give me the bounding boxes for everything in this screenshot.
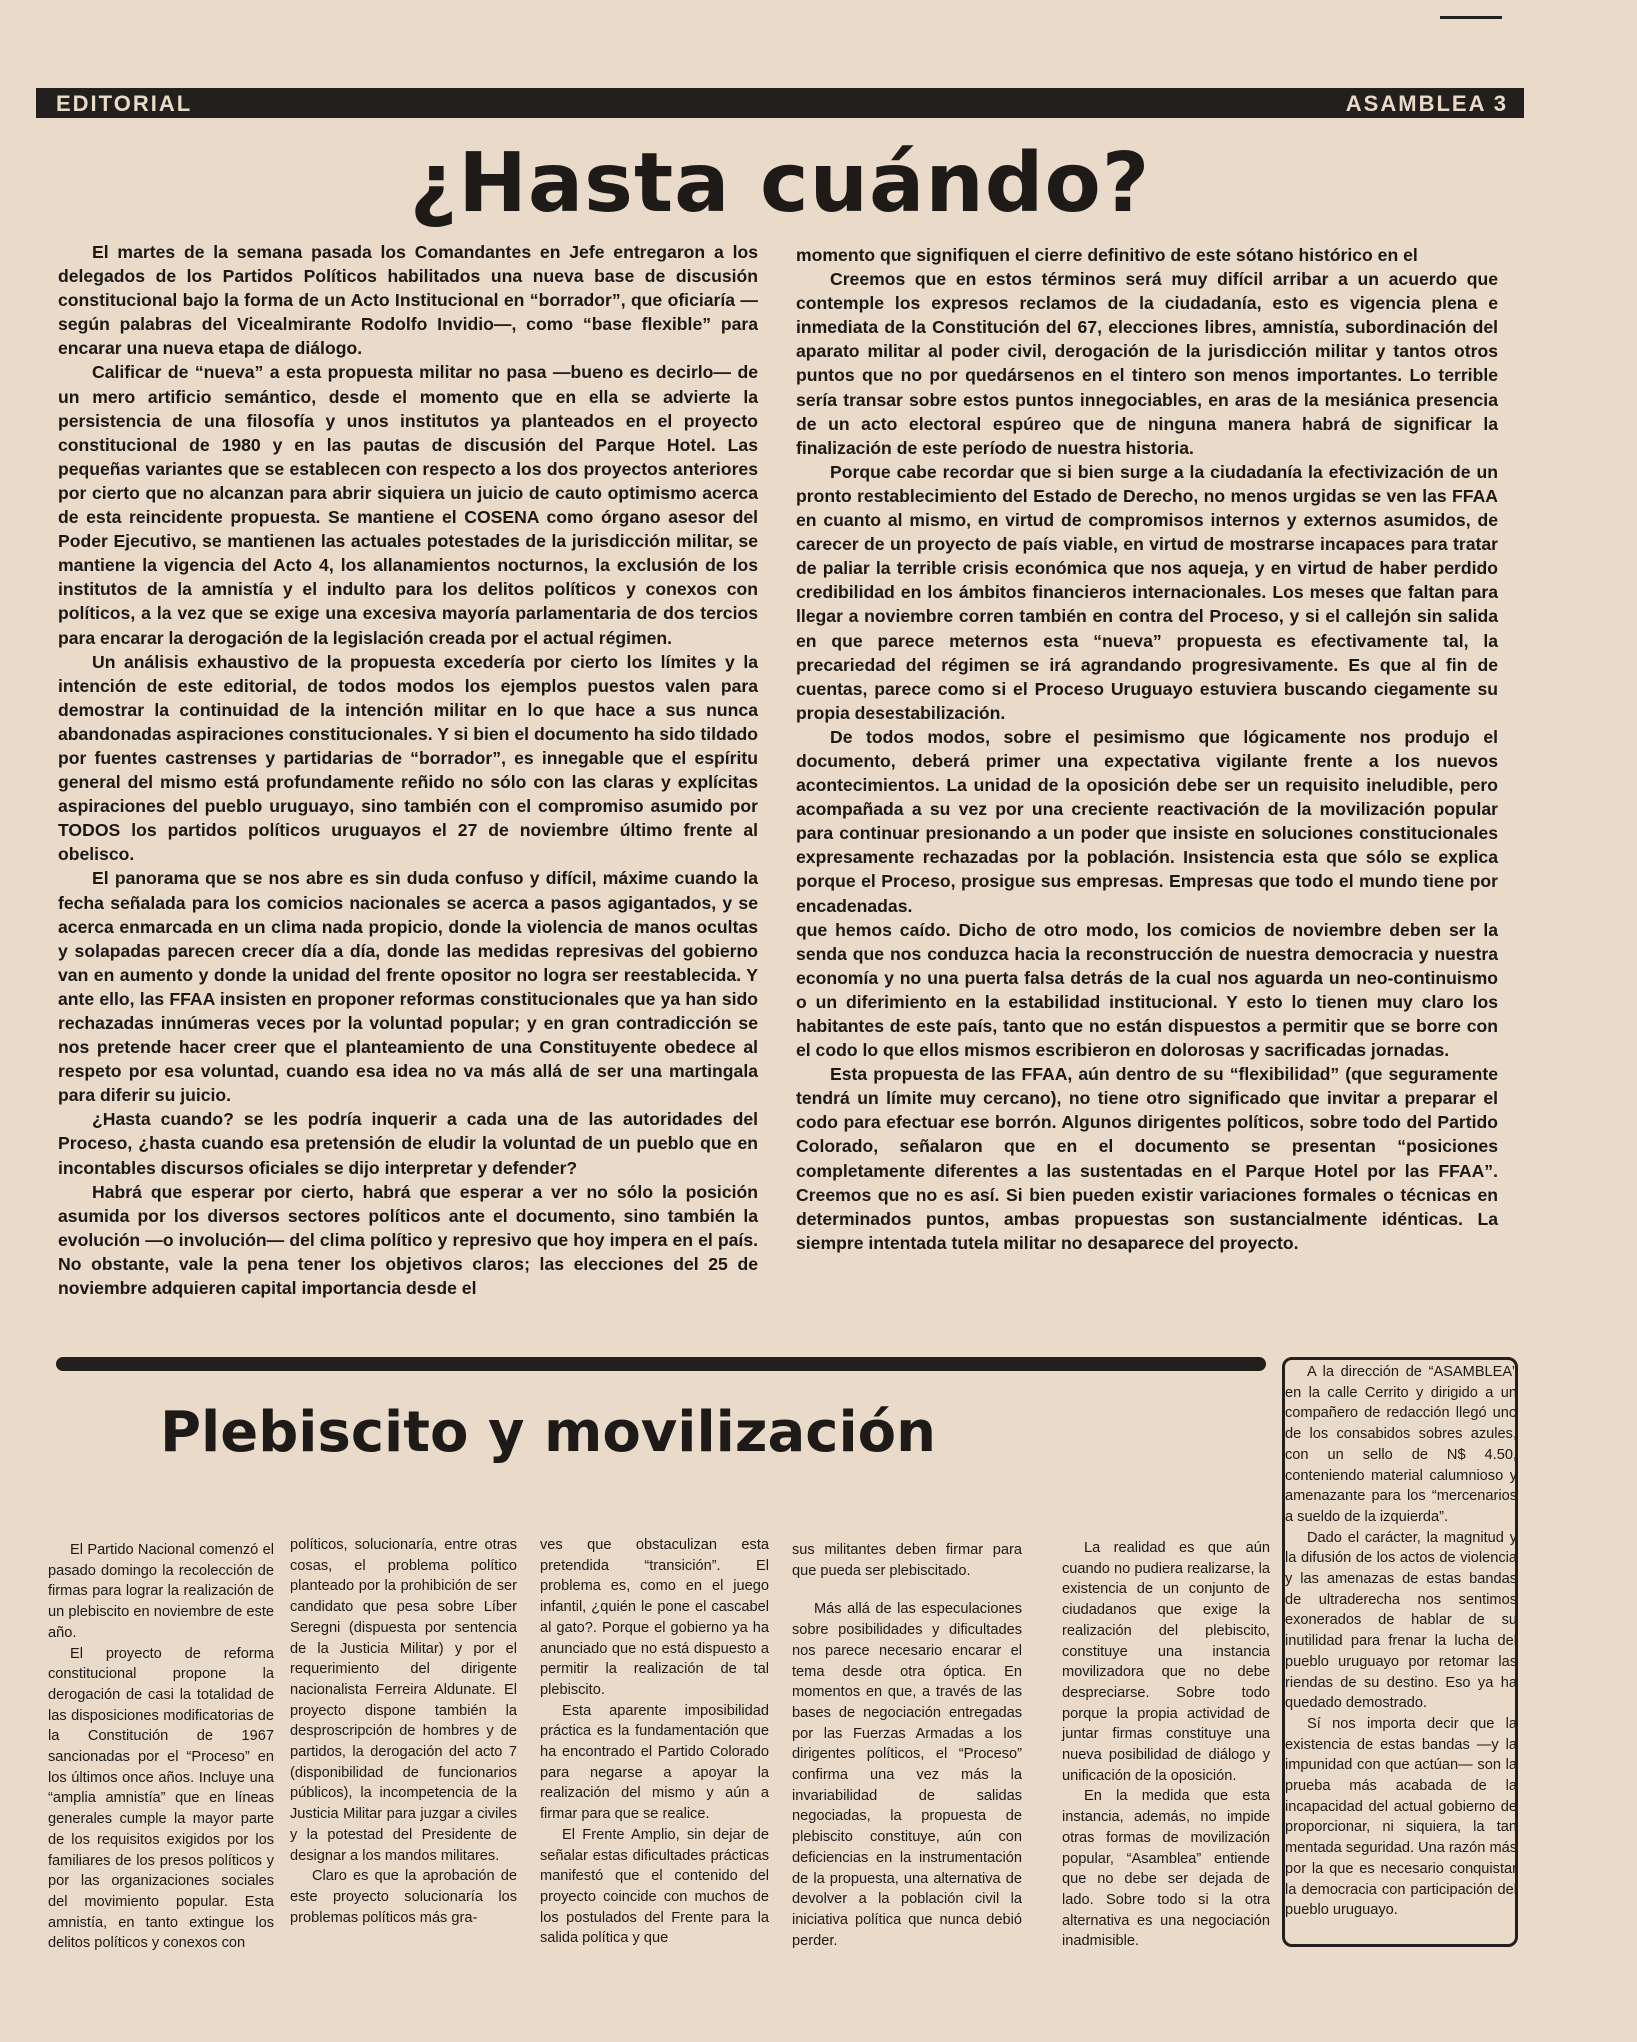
sidebar-paragraph: Sí nos importa decir que la existencia de estas bandas —y la impunidad con que actúan— son la prueba más acabada de la incapacidad del actual gobierno de proporcionar, ni siquiera, la tan mentada seguridad. Una razón más por la que es necesario conquistar la democracia con participación del pueblo uruguayo. bbox=[1285, 1715, 1518, 1919]
plebiscito-column-3 bbox=[540, 1535, 769, 1949]
article-paragraph: políticos, solucionaría, entre otras cosas, el problema político planteado por la prohibición de ser candidato que pesa sobre Líber Seregni (dispuesta por sentencia de la Justicia Militar) y por el requerimiento del dirigente nacionalista Ferreira Aldunate. El proyecto dispone también la desproscripción de hombres y de partidos, la derogación del acto 7 (disponibilidad de funcionarios públicos), la incompetencia de la Justicia Militar para juzgar a civiles y la potestad del Presidente de designar a los mandos militares. bbox=[290, 1537, 517, 1864]
section-divider bbox=[56, 1357, 1266, 1371]
plebiscito-headline: Plebiscito y movilización bbox=[160, 1400, 936, 1465]
section-header-bar bbox=[36, 88, 1524, 118]
article-paragraph: El Frente Amplio, sin dejar de señalar estas dificultades prácticas manifestó que el contenido del proyecto coincide con muchos de los postulados del Frente para la salida política y que bbox=[540, 1826, 769, 1947]
article-paragraph: En la medida que esta instancia, además, no impide otras formas de movilización popular, “Asamblea” entiende que no debe ser dejada de lado. Sobre todo si la otra alternativa es una negociación inadmisible. bbox=[1062, 1788, 1270, 1950]
plebiscito-column-1 bbox=[48, 1540, 274, 1954]
editorial-paragraph: Calificar de “nueva” a esta propuesta militar no pasa —bueno es decirlo— de un mero artificio semántico, desde el momento que en ella se advierte la persistencia de una filosofía y unos institutos ya planteados en el proyecto constitucional de 1980 y en las pautas de discusión del Parque Hotel. Las pequeñas variantes que se establecen con respecto a los dos proyectos anteriores por cierto que no alcanzan para abrir siquiera un juicio de cauto optimismo acerca de esta reincidente propuesta. Se mantiene el COSENA como órgano asesor del Poder Ejecutivo, se mantienen las actuales potestades de la jurisdicción militar, se mantiene la vigencia del Acto 4, los allanamientos nocturnos, la exclusión de los institutos de la amnistía y el indulto para los delitos políticos y conexos con políticos, a la vez que se exige una excesiva mayoría parlamentaria de dos tercios para encarar la derogación de la legislación creada por el actual régimen. bbox=[58, 362, 758, 648]
editorial-paragraph: Porque cabe recordar que si bien surge a la ciudadanía la efectivización de un pronto restablecimiento del Estado de Derecho, no menos urgidas se ven las FFAA en cuanto al mismo, en virtud de compromisos internos y externos asumidos, de carecer de un proyecto de país viable, en virtud de mostrarse incapaces para tratar de paliar la terrible crisis económica que nos aqueja, y en virtud de haber perdido credibilidad en los ámbitos financieros internacionales. Los meses que faltan para llegar a noviembre corren también en contra del Proceso, y si el callejón sin salida en que parece meternos esta “nueva” propuesta es efectivamente tal, la precariedad del régimen se irá agrandando progresivamente. Es que al fin de cuentas, parece como si el Proceso Uruguayo estuviera buscando ciegamente su propia desestabilización. bbox=[796, 461, 1498, 723]
article-paragraph: Claro es que la aprobación de este proyecto solucionaría los problemas políticos más gra- bbox=[290, 1868, 517, 1926]
plebiscito-column-4 bbox=[792, 1540, 1022, 1951]
editorial-paragraph: Creemos que en estos términos será muy difícil arribar a un acuerdo que contemple los expresos reclamos de la ciudadanía, esto es vigencia plena e inmediata de la Constitución del 67, elecciones libres, amnistía, subordinación del aparato militar al poder civil, derogación de la jurisdicción militar y tantos otros puntos que no por quedársenos en el tintero son menos importantes. Lo terrible sería transar sobre estos puntos innegociables, en aras de la mesiánica presencia de un acto electoral espúreo que de ninguna manera habrá de significar la finalización de este período de nuestra historia. bbox=[796, 269, 1498, 458]
article-paragraph: Más allá de las especulaciones sobre posibilidades y dificultades nos parece necesario encarar el tema desde otra óptica. En momentos en que, a través de las bases de negociación entregadas por las Fuerzas Armadas a los dirigentes políticos, el “Proceso” confirma una vez más la invariabilidad de salidas negociadas, la propuesta de plebiscito constituye, aún con deficiencias en la instrumentación de la propuesta, una alternativa de devolver a la población civil la iniciativa política que nunca debió perder. bbox=[792, 1601, 1022, 1949]
article-paragraph: El Partido Nacional comenzó el pasado domingo la recolección de firmas para lograr la realización de un plebiscito en noviembre de este año. bbox=[48, 1542, 274, 1641]
editorial-column-2 bbox=[796, 243, 1498, 1255]
editorial-paragraph: El martes de la semana pasada los Comandantes en Jefe entregaron a los delegados de los Partidos Políticos habilitados una nueva base de discusión constitucional bajo la forma de un Acto Institucional en “borrador”, que oficiaría —según palabras del Vicealmirante Rodolfo Invidio—, como “base flexible” para encarar una nueva etapa de diálogo. bbox=[58, 242, 758, 359]
editorial-paragraph: ¿Hasta cuando? se les podría inquerir a cada una de las autoridades del Proceso, ¿hasta cuando esa pretensión de eludir la voluntad de un pueblo que en incontables discursos oficiales se dijo interpretar y defender? bbox=[58, 1109, 758, 1178]
article-paragraph: Esta aparente imposibilidad práctica es la fundamentación que ha encontrado el Partido Colorado para negarse a apoyar la realización del mismo y aún a firmar para que se realice. bbox=[540, 1702, 769, 1823]
sidebar-paragraph: A la dirección de “ASAMBLEA” en la calle Cerrito y dirigido a un compañero de redacción llegó uno de los consabidos sobres azules, con un sello de N$ 4.50, conteniendo material calumnioso y amenazante para los “mercenarios a sueldo de la izquierda”. bbox=[1285, 1364, 1517, 1525]
editorial-column-1 bbox=[58, 240, 758, 1300]
article-paragraph: El proyecto de reforma constitucional propone la derogación de casi la totalidad de las disposiciones modificatorias de la Constitución de 1967 sancionadas por el “Proceso” en los últimos once años. Incluye una “amplia amnistía” que en líneas generales cumple la mayor parte de los requisitos exigidos por los familiares de los presos políticos y por las organizaciones sociales del movimiento popular. Esta amnistía, en tanto extingue los delitos políticos y conexos con bbox=[48, 1645, 274, 1952]
editorial-paragraph: El panorama que se nos abre es sin duda confuso y difícil, máxime cuando la fecha señalada para los comicios nacionales se acerca a pasos agigantados, y se acerca enmarcada en un clima nada propicio, donde la violencia de manos ocultas y solapadas parecen crecer día a día, donde las medidas represivas del gobierno van en aumento y donde la unidad del frente opositor no logra ser reestablecida. Y ante ello, las FFAA insisten en proponer reformas constitucionales que ya han sido rechazadas innúmeras veces por la voluntad popular; y en gran contradicción se nos pretende hacer creer que el planteamiento de una Constituyente obedece al respeto por esa voluntad, cuando esa idea no va más allá de ser una martingala para diferir su juicio. bbox=[58, 868, 758, 1106]
article-paragraph: La realidad es que aún cuando no pudiera realizarse, la existencia de un conjunto de ciudadanos que exige la realización del plebiscito, constituye una instancia movilizadora que no debe despreciarse. Sobre todo porque la propia actividad de juntar firmas constituye una nueva posibilidad de diálogo y unificación de la oposición. bbox=[1062, 1540, 1270, 1784]
article-paragraph: sus militantes deben firmar para que pueda ser plebiscitado. bbox=[792, 1542, 1022, 1579]
article-paragraph: ves que obstaculizan esta pretendida “transición”. El problema es, como en el juego infantil, ¿quién le pone el cascabel al gato?. Porque el gobierno ya ha anunciado que no está dispuesto a permitir la realización de tal plebiscito. bbox=[540, 1537, 769, 1698]
section-label: EDITORIAL bbox=[56, 91, 193, 116]
editorial-paragraph: momento que signifiquen el cierre definitivo de este sótano histórico en el bbox=[796, 245, 1418, 265]
editorial-headline: ¿Hasta cuándo? bbox=[409, 136, 1151, 231]
sidebar-box-text bbox=[1285, 1362, 1517, 1921]
editorial-paragraph: que hemos caído. Dicho de otro modo, los comicios de noviembre deben ser la senda que nos conduzca hacia la reconstrucción de nuestra democracia y nuestra economía y no una puerta falsa detrás de la cual nos aguarda un neo-continuismo o un diferimiento en la estabilidad institucional. Y esto lo tienen muy claro los habitantes de este país, tanto que no están dispuestos a permitir que se borre con el codo lo que ellos mismos escribieron en dolorosas y sacrificadas jornadas. bbox=[796, 919, 1498, 1061]
sidebar-paragraph: Dado el carácter, la magnitud y la difusión de los actos de violencia y las amenazas de estas bandas de ultraderecha nos sentimos exonerados de hablar de su inutilidad para frenar la lucha del pueblo uruguayo por retomar las riendas de su destino. Eso ya ha quedado demostrado. bbox=[1285, 1529, 1517, 1712]
editorial-paragraph: Habrá que esperar por cierto, habrá que esperar a ver no sólo la posición asumida por los diversos sectores políticos ante el documento, sino también la evolución —o involución— del clima político y represivo que hoy impera en el país. No obstante, vale la pena tener los objetivos claros; las elecciones del 25 de noviembre adquieren capital importancia desde el bbox=[58, 1181, 758, 1299]
plebiscito-column-5 bbox=[1062, 1538, 1270, 1952]
page-label: ASAMBLEA 3 bbox=[1345, 91, 1508, 116]
corner-rule bbox=[1440, 16, 1502, 19]
editorial-paragraph: De todos modos, sobre el pesimismo que lógicamente nos produjo el documento, deberá primer una expectativa vigilante frente a los nuevos acontecimientos. La unidad de la oposición debe ser un requisito ineludible, pero acompañada a su vez por una creciente reactivación de la movilización popular para continuar presionando a un poder que insiste en soluciones constitucionales expresamente rechazadas por la población. Insistencia esta que sólo se explica porque el Proceso, prosigue sus empresas. Empresas que todo el mundo tiene por encadenadas. bbox=[796, 726, 1498, 916]
editorial-paragraph: Esta propuesta de las FFAA, aún dentro de su “flexibilidad” (que seguramente tendrá un límite muy cercano), no tiene otro significado que invitar a preparar el codo para efectuar ese borrón. Algunos dirigentes políticos, sobre todo del Partido Colorado, señalaron que en el documento se presentan “posiciones completamente diferentes a las sustentadas en el Parque Hotel por las FFAA”. Creemos que no es así. Si bien pueden existir variaciones formales o técnicas en determinados puntos, ambas propuestas son sustancialmente idénticas. La siempre intentada tutela militar no desaparece del proyecto. bbox=[796, 1064, 1498, 1253]
plebiscito-column-2 bbox=[290, 1535, 517, 1928]
editorial-paragraph: Un análisis exhaustivo de la propuesta excedería por cierto los límites y la intención de este editorial, de todos modos los ejemplos puestos valen para demostrar la continuidad de la intención militar en lo que hace a sus nunca abandonadas aspiraciones constitucionales. Y si bien el documento ha sido tildado por fuentes castrenses y partidarias de “borrador”, es innegable que el espíritu general del mismo está profundamente reñido no sólo con las claras y explícitas aspiraciones del pueblo uruguayo, sino también con el compromiso asumido por TODOS los partidos políticos uruguayos el 27 de noviembre último frente al obelisco. bbox=[58, 651, 758, 865]
